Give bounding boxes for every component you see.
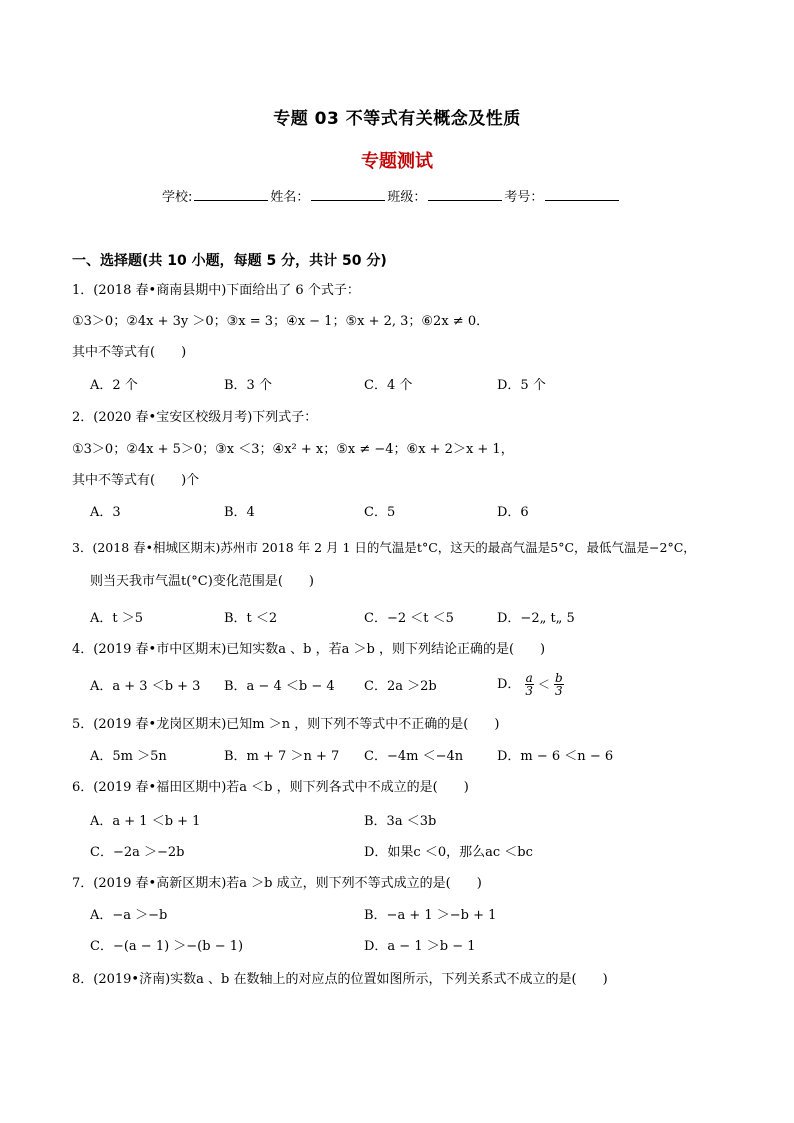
- number-label: 考号：: [504, 190, 544, 205]
- question-5-option-a[interactable]: A．5m ＞5n: [90, 749, 167, 764]
- question-4-option-d-label: D．: [497, 677, 521, 692]
- question-1-option-c[interactable]: C．4 个: [364, 378, 413, 393]
- question-4-option-d[interactable]: [497, 672, 564, 697]
- frac-numerator-b: b: [555, 671, 563, 685]
- question-5-option-d[interactable]: D．m − 6 ＜n − 6: [497, 749, 614, 764]
- question-3-option-b[interactable]: B．t ＜2: [224, 611, 278, 626]
- question-5-option-c[interactable]: C．−4m ＜−4n: [364, 749, 464, 764]
- section-heading: 一、选择题(共 10 小题，每题 5 分，共计 50 分): [72, 253, 387, 269]
- question-4-option-a[interactable]: A．a + 3 ＜b + 3: [90, 679, 201, 694]
- question-1-option-b[interactable]: B．3 个: [224, 378, 272, 393]
- question-6-option-b[interactable]: B．3a ＜3b: [364, 814, 437, 829]
- question-2-option-d[interactable]: D．6: [497, 505, 529, 520]
- number-blank[interactable]: [545, 188, 619, 201]
- question-6-option-a[interactable]: A．a + 1 ＜b + 1: [90, 814, 201, 829]
- question-2-option-b[interactable]: B．4: [224, 505, 255, 520]
- frac-less-than: ＜: [537, 677, 550, 692]
- question-2-prompt: 其中不等式有( )个: [72, 473, 200, 488]
- question-6-option-c[interactable]: C．−2a ＞−2b: [90, 845, 185, 860]
- class-label: 班级：: [387, 190, 427, 205]
- question-5-stem: 5．(2019 春•龙岗区期末)已知m ＞n ，则下列不等式中不正确的是( ): [72, 717, 500, 732]
- name-label: 姓名：: [270, 190, 310, 205]
- question-7-option-b[interactable]: B．−a + 1 ＞−b + 1: [364, 908, 497, 923]
- question-1-stem: 1．(2018 春•商南县期中)下面给出了 6 个式子：: [72, 283, 360, 298]
- fraction-a-over-3: [525, 672, 534, 697]
- question-7-option-d[interactable]: D．a − 1 ＞b − 1: [364, 939, 476, 954]
- question-3-option-c[interactable]: C．−2 ＜t ＜5: [364, 611, 454, 626]
- question-3-option-d[interactable]: D．−2„ t„ 5: [497, 611, 575, 626]
- question-8-stem: 8．(2019•济南)实数a 、b 在数轴上的对应点的位置如图所示，下列关系式不成立的是( ): [72, 972, 608, 987]
- frac-denominator-a: 3: [525, 684, 533, 698]
- question-3-option-a[interactable]: A．t ＞5: [90, 611, 144, 626]
- class-blank[interactable]: [428, 188, 502, 201]
- question-3-stem: 3．(2018 春•相城区期末)苏州市 2018 年 2 月 1 日的气温是t°C，这天的最高气温是5°C，最低气温是−2°C，: [72, 540, 696, 555]
- question-2-stem: 2．(2020 春•宝安区校级月考)下列式子：: [72, 410, 318, 425]
- question-6-option-d[interactable]: D．如果c ＜0，那么ac ＜bc: [364, 845, 533, 860]
- question-6-stem: 6．(2019 春•福田区期中)若a ＜b ，则下列各式中不成立的是( ): [72, 780, 469, 795]
- question-4-stem: 4．(2019 春•市中区期末)已知实数a 、b ，若a ＞b ，则下列结论正确的是( ): [72, 642, 546, 657]
- question-2-option-c[interactable]: C．5: [364, 505, 396, 520]
- frac-denominator-b: 3: [555, 684, 563, 698]
- student-info-row: [162, 186, 621, 205]
- question-1-prompt: 其中不等式有( ): [72, 345, 187, 360]
- frac-numerator-a: a: [525, 671, 533, 685]
- question-1-option-d[interactable]: D．5 个: [497, 378, 546, 393]
- question-2-expressions: ①3＞0；②4x + 5＞0；③x ＜3；④x² + x；⑤x ≠ −4；⑥x + 2＞x + 1，: [72, 442, 514, 457]
- question-2-option-a[interactable]: A．3: [90, 505, 121, 520]
- question-4-option-b[interactable]: B．a − 4 ＜b − 4: [224, 679, 335, 694]
- question-1-option-a[interactable]: A．2 个: [90, 378, 138, 393]
- school-blank[interactable]: [194, 188, 268, 201]
- school-label: 学校:: [162, 190, 193, 205]
- name-blank[interactable]: [311, 188, 385, 201]
- question-5-option-b[interactable]: B．m + 7 ＞n + 7: [224, 749, 340, 764]
- page-subtitle: 专题测试: [361, 151, 433, 172]
- page-title: 专题 03 不等式有关概念及性质: [273, 109, 521, 129]
- question-4-option-c[interactable]: C．2a ＞2b: [364, 679, 437, 694]
- question-7-option-a[interactable]: A．−a ＞−b: [90, 908, 168, 923]
- question-1-expressions: ①3＞0；②4x + 3y ＞0；③x = 3；④x − 1；⑤x + 2, 3；⑥2x ≠ 0．: [72, 314, 490, 329]
- question-7-stem: 7．(2019 春•高新区期末)若a ＞b 成立，则下列不等式成立的是( ): [72, 876, 482, 891]
- question-7-option-c[interactable]: C．−(a − 1) ＞−(b − 1): [90, 939, 244, 954]
- question-3-prompt: 则当天我市气温t(°C)变化范围是( ): [90, 574, 314, 589]
- fraction-b-over-3: [554, 672, 564, 697]
